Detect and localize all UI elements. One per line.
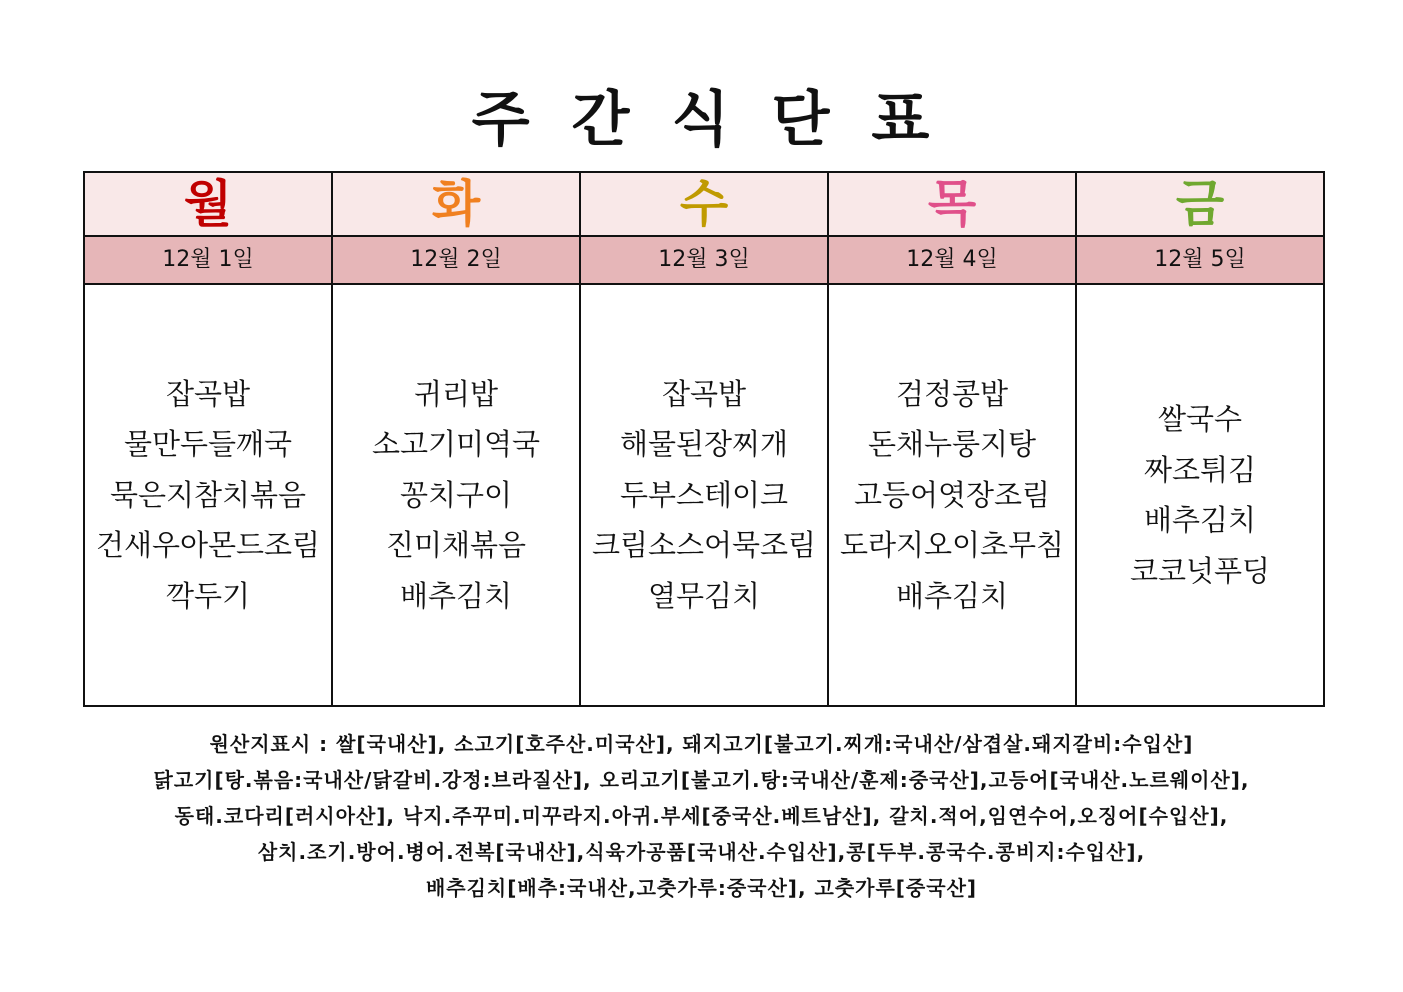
food-item: 크림소스어묵조림	[591, 528, 817, 563]
origin-note-line: 동태.코다리[러시아산], 낙지.주꾸미.미꾸라지.아귀.부세[중국산.베트남산], 갈치.적어,임연수어,오징어[수입산],	[174, 804, 1229, 828]
food-list	[333, 369, 579, 622]
food-item: 돈채누룽지탕	[867, 427, 1037, 462]
food-row	[84, 284, 1324, 706]
food-list	[85, 369, 331, 622]
food-item: 배추김치	[399, 578, 513, 613]
date-tue: 12월 2일	[332, 236, 580, 284]
date-thu: 12월 4일	[828, 236, 1076, 284]
day-name: 월	[183, 175, 233, 233]
foods-wed	[580, 284, 828, 706]
food-item: 도라지오이초무침	[839, 528, 1065, 563]
food-item: 물만두들깨국	[123, 427, 293, 462]
day-wed	[580, 172, 828, 236]
date-wed: 12월 3일	[580, 236, 828, 284]
food-item: 깍두기	[165, 578, 251, 613]
food-item: 배추김치	[1143, 503, 1257, 537]
food-list	[1077, 394, 1323, 596]
food-item: 해물된장찌개	[619, 427, 789, 462]
food-item: 꽁치구이	[399, 477, 513, 512]
food-item: 두부스테이크	[619, 477, 789, 512]
food-item: 코코넛푸딩	[1129, 553, 1271, 588]
origin-note-line: 원산지표시 : 쌀[국내산], 소고기[호주산.미국산], 돼지고기[불고기.찌개:국내산/삼겹살.돼지갈비:수입산]	[209, 732, 1194, 756]
food-item: 진미채볶음	[385, 528, 527, 563]
date-row	[84, 236, 1324, 284]
food-item: 쌀국수	[1157, 402, 1243, 436]
foods-thu	[828, 284, 1076, 706]
food-item: 짜조튀김	[1143, 452, 1257, 487]
food-item: 잡곡밥	[165, 376, 251, 411]
day-mon	[84, 172, 332, 236]
day-name: 수	[679, 175, 729, 233]
day-thu	[828, 172, 1076, 236]
food-item: 잡곡밥	[661, 376, 747, 411]
weekly-menu-table	[83, 171, 1325, 707]
food-item: 검정콩밥	[895, 376, 1009, 411]
day-header-row	[84, 172, 1324, 236]
food-item: 묵은지참치볶음	[109, 477, 307, 512]
food-item: 소고기미역국	[371, 427, 541, 462]
food-item: 열무김치	[647, 578, 761, 613]
food-item: 배추김치	[895, 578, 1009, 613]
date-mon: 12월 1일	[84, 236, 332, 284]
origin-note	[0, 726, 1403, 906]
food-item: 건새우아몬드조림	[95, 528, 321, 563]
origin-note-line: 닭고기[탕.볶음:국내산/닭갈비.강정:브라질산], 오리고기[불고기.탕:국내산/훈제:중국산],고등어[국내산.노르웨이산],	[153, 768, 1250, 792]
origin-note-line: 배추김치[배추:국내산,고춧가루:중국산], 고춧가루[중국산]	[425, 876, 978, 900]
day-fri	[1076, 172, 1324, 236]
food-list	[581, 369, 827, 622]
food-item: 고등어엿장조림	[853, 477, 1051, 512]
foods-fri	[1076, 284, 1324, 706]
day-name: 목	[927, 175, 977, 233]
day-name: 금	[1175, 175, 1225, 233]
foods-tue	[332, 284, 580, 706]
origin-note-line: 삼치.조기.방어.병어.전복[국내산],식육가공품[국내산.수입산],콩[두부.콩국수.콩비지:수입산],	[257, 840, 1146, 864]
food-item: 귀리밥	[413, 376, 499, 411]
food-list	[829, 369, 1075, 622]
page-title: 주간식단표	[471, 85, 972, 155]
day-name: 화	[431, 175, 481, 233]
foods-mon	[84, 284, 332, 706]
date-fri: 12월 5일	[1076, 236, 1324, 284]
day-tue	[332, 172, 580, 236]
